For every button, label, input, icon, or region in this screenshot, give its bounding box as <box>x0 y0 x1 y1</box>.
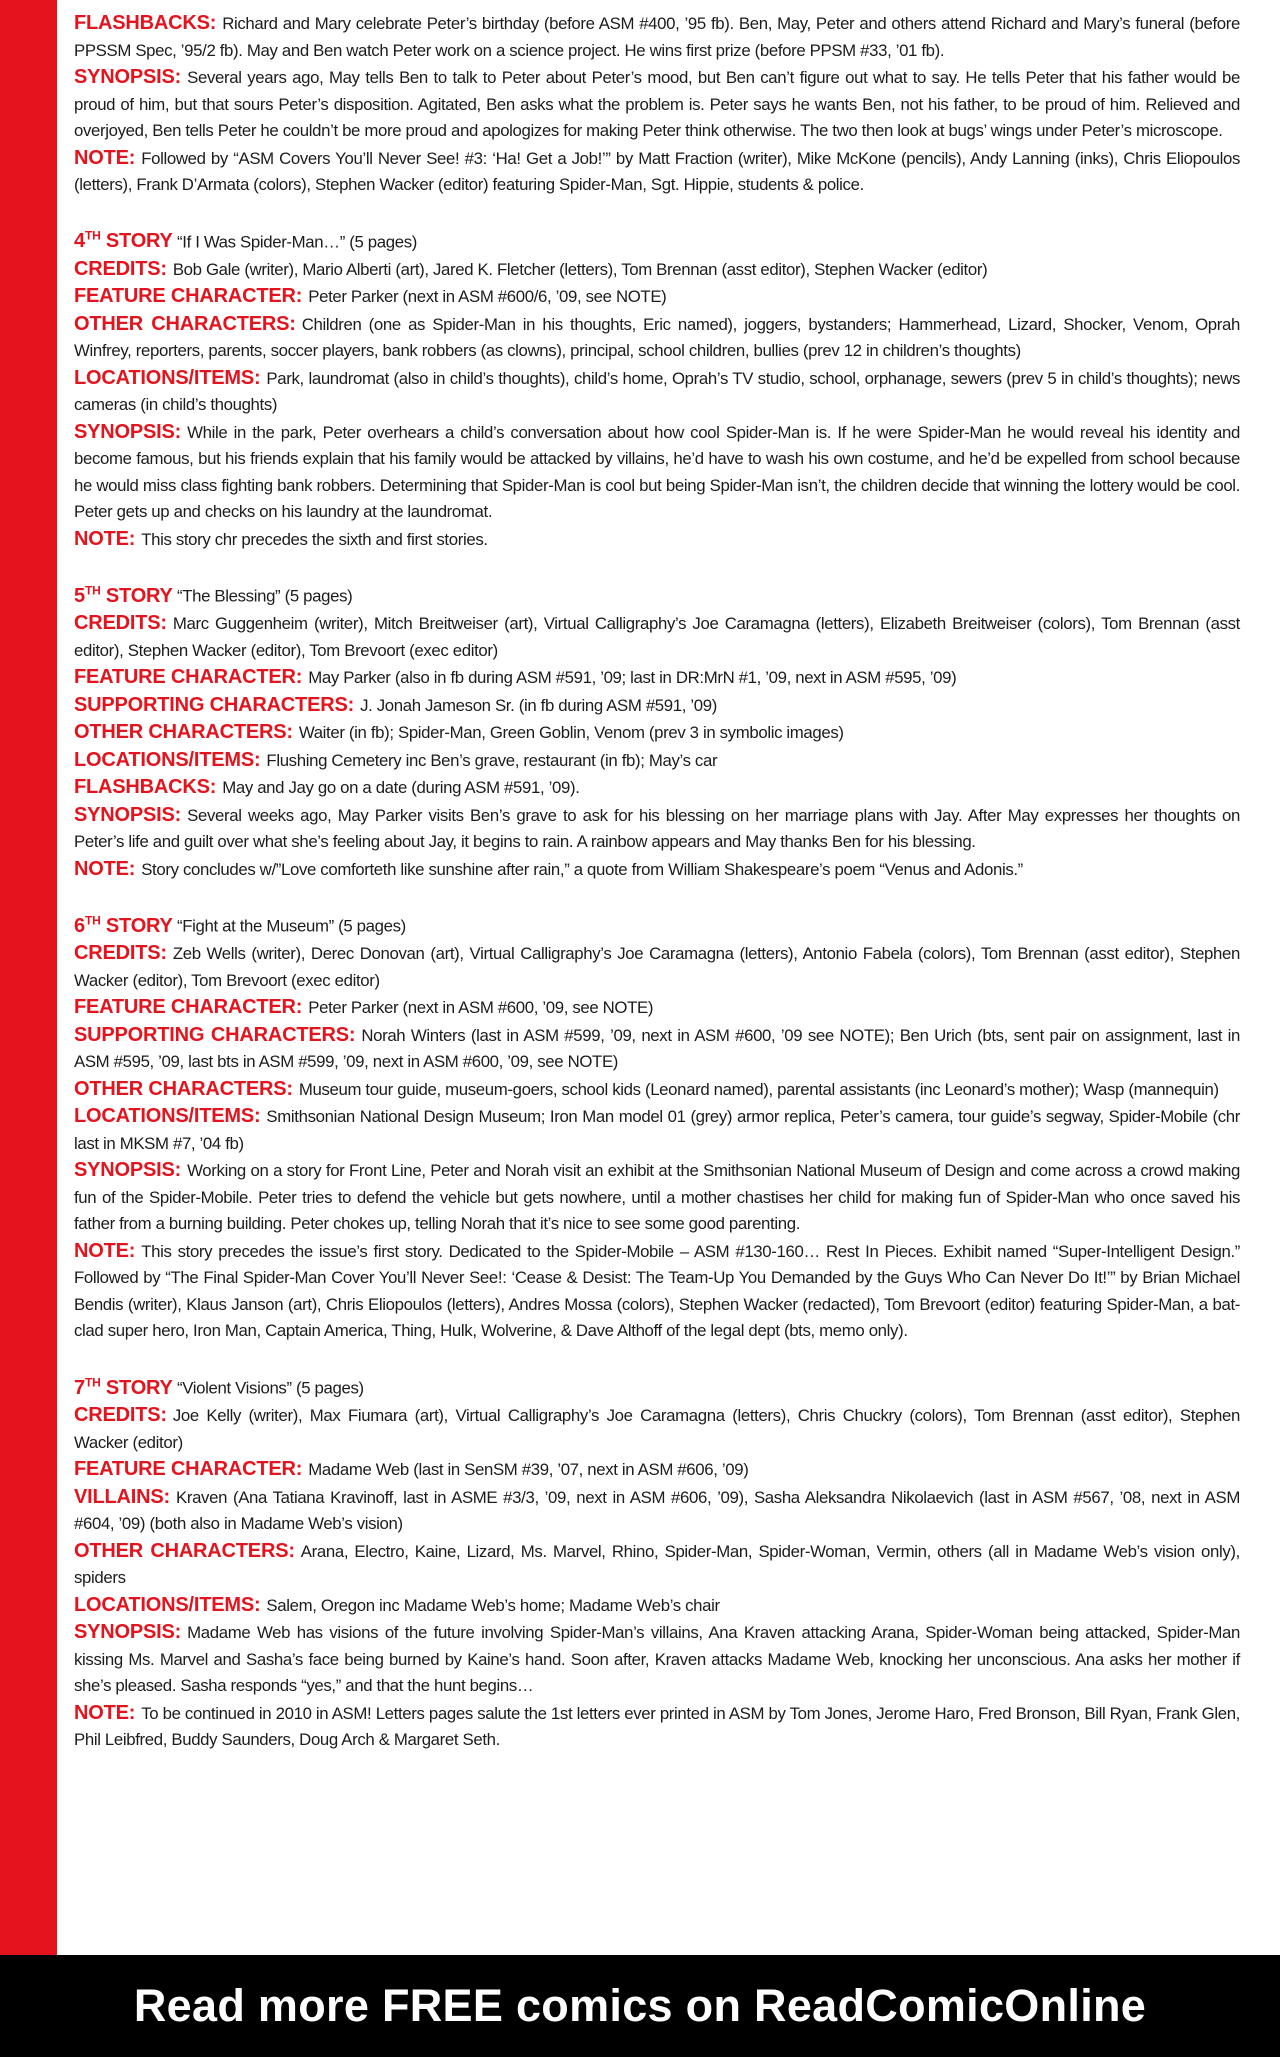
entry-label: LOCATIONS/ITEMS: <box>74 1593 261 1616</box>
story-synopsis <box>74 1619 1240 1700</box>
entry-text: Madame Web has visions of the future involving Spider-Man’s villains, Ana Kraven attacking Arana, Spider-Woman being attacked, Spider-Man kissing Ms. Marvel and Sasha’s face being burned by Kaine’s hand. Soon after, Kraven attacks Madame Web, knocking her unconscious. Ana asks her mother if she’s pleased. Sasha responds “yes,” and that the hunt begins… <box>74 1623 1240 1696</box>
story-synopsis <box>74 1157 1240 1238</box>
entry-text: Marc Guggenheim (writer), Mitch Breitweiser (art), Virtual Calligraphy’s Joe Caramagna (letters), Elizabeth Breitweiser (colors), Tom Brennan (asst editor), Stephen Wacker (editor), Tom Brevoort (exec editor) <box>74 614 1240 660</box>
entry-label: OTHER CHARACTERS: <box>74 312 296 335</box>
entry-label: SYNOPSIS: <box>74 420 182 443</box>
entry-text: Norah Winters (last in ASM #599, ’09, next in ASM #600, ’09 see NOTE); Ben Urich (bts, sent pair on assignment, last in ASM #595, ’09, last bts in ASM #599, ’09, next in ASM #600, ’09, see NOTE) <box>74 1025 1240 1072</box>
entry-label: CREDITS: <box>74 942 167 965</box>
entry-label: CREDITS: <box>74 257 167 280</box>
entry-text: This story precedes the issue’s first story. Dedicated to the Spider-Mobile – ASM #130-160… Rest In Pieces. Exhibit named “Super-Intelligent Design.” Followed by “The Final Spider-Man Cover You’ll Never See!: ‘Cease & Desist: The Team-Up You Demanded by the Guys Who Can Never Do It!’” by Brian Michael Bendis (writer), Klaus Janson (art), Chris Eliopoulos (letters), Andres Mossa (colors), Stephen Wacker (redacted), Tom Brevoort (editor) featuring Spider-Man, a bat-clad super hero, Iron Man, Captain America, Thing, Hulk, Wolverine, & Dave Althoff of the legal dept (bts, memo only). <box>74 1241 1240 1341</box>
entry-text: Peter Parker (next in ASM #600, ’09, see NOTE) <box>308 998 654 1018</box>
entry-label: NOTE: <box>74 527 136 550</box>
entry-label: LOCATIONS/ITEMS: <box>74 366 261 389</box>
page-content <box>74 10 1240 1754</box>
footer-promo-text[interactable]: Read more FREE comics on ReadComicOnline <box>133 1980 1147 2031</box>
entry-label: SUPPORTING CHARACTERS: <box>74 693 355 716</box>
entry-text: May Parker (also in fb during ASM #591, ’09; last in DR:MrN #1, ’09, next in ASM #595, ’09) <box>308 668 957 688</box>
entry-label: NOTE: <box>74 1239 136 1262</box>
story-heading <box>74 907 1240 940</box>
story-number: 6TH STORY <box>74 913 173 937</box>
story-villains <box>74 1484 1240 1538</box>
story-other-characters <box>74 1076 1240 1104</box>
entry-label: LOCATIONS/ITEMS: <box>74 1105 261 1128</box>
story-other-characters <box>74 719 1240 747</box>
story-7 <box>74 1369 1240 1754</box>
story-flashbacks <box>74 774 1240 802</box>
entry-text: May and Jay go on a date (during ASM #591, ’09). <box>222 778 580 798</box>
entry-label: OTHER CHARACTERS: <box>74 1077 293 1100</box>
story-4 <box>74 223 1240 554</box>
entry-label: SUPPORTING CHARACTERS: <box>74 1023 356 1046</box>
entry-text: Bob Gale (writer), Mario Alberti (art), Jared K. Fletcher (letters), Tom Brennan (asst editor), Stephen Wacker (editor) <box>172 259 988 279</box>
entry-label: CREDITS: <box>74 612 167 635</box>
entry-label: VILLAINS: <box>74 1485 170 1508</box>
story-number: 4TH STORY <box>74 228 173 253</box>
footer-banner <box>0 1955 1280 2057</box>
story-credits <box>74 256 1240 284</box>
entry-text: Museum tour guide, museum-goers, school kids (Leonard named), parental assistants (inc Leonard’s mother); Wasp (mannequin) <box>298 1079 1219 1099</box>
story-locations <box>74 365 1240 419</box>
entry-text: Several years ago, May tells Ben to talk to Peter about Peter’s mood, but Ben can’t figure out what to say. He tells Peter that his father would be proud of him, but that sours Peter’s disposition. Agitated, Ben asks what the problem is. Peter says he wants Ben, not his father, to be proud of him. Relieved and overjoyed, Ben tells Peter he couldn’t be more proud and apologizes for making Peter think otherwise. The two then look at bugs’ wings under Peter’s microscope. <box>74 68 1240 140</box>
story-number: 7TH STORY <box>74 1374 173 1399</box>
story-note <box>74 856 1240 884</box>
story-heading <box>74 223 1240 256</box>
story-note <box>74 1700 1240 1754</box>
entry-label: NOTE: <box>74 857 136 880</box>
entry-label: FEATURE CHARACTER: <box>74 996 303 1019</box>
entry-text: Arana, Electro, Kaine, Lizard, Ms. Marvel, Rhino, Spider-Man, Spider-Woman, Vermin, others (all in Madame Web’s vision only), spiders <box>74 1541 1240 1588</box>
story-note <box>74 1238 1240 1345</box>
story-feature-character <box>74 283 1240 311</box>
story-locations <box>74 747 1240 775</box>
entry-text: Followed by “ASM Covers You’ll Never See! #3: ‘Ha! Get a Job!’” by Matt Fraction (writer), Mike McKone (pencils), Andy Lanning (inks), Chris Eliopoulos (letters), Frank D’Armata (colors), Stephen Wacker (editor) featuring Spider-Man, Sgt. Hippie, students & police. <box>74 148 1240 194</box>
entry-label: FLASHBACKS: <box>74 776 217 799</box>
entry-label: LOCATIONS/ITEMS: <box>74 748 261 771</box>
story-other-characters <box>74 311 1240 365</box>
entry-text: Richard and Mary celebrate Peter’s birthday (before ASM #400, ’95 fb). Ben, May, Peter and others attend Richard and Mary’s funeral (before PPSSM Spec, ’95/2 fb). May and Ben watch Peter work on a science project. He wins first prize (before PPSM #33, ’01 fb). <box>74 14 1240 60</box>
entry-label: SYNOPSIS: <box>74 66 182 88</box>
entry-label: FEATURE CHARACTER: <box>74 1458 303 1481</box>
entry-text: To be continued in 2010 in ASM! Letters pages salute the 1st letters ever printed in ASM by Tom Jones, Jerome Haro, Fred Bronson, Bill Ryan, Frank Glen, Phil Leibfred, Buddy Saunders, Doug Arch & Margaret Seth. <box>74 1703 1240 1750</box>
story-supporting-characters <box>74 692 1240 720</box>
entry-text: Madame Web (last in SenSM #39, ’07, next in ASM #606, ’09) <box>308 1460 749 1480</box>
intro-note <box>74 145 1240 199</box>
story-other-characters <box>74 1538 1240 1592</box>
entry-text: Peter Parker (next in ASM #600/6, ’09, see NOTE) <box>308 287 667 307</box>
story-title: “If I Was Spider-Man…” (5 pages) <box>177 232 417 252</box>
story-credits <box>74 610 1240 664</box>
entry-label: NOTE: <box>74 1701 136 1724</box>
entry-text: Park, laundromat (also in child’s thoughts), child’s home, Oprah’s TV studio, school, orphanage, sewers (prev 5 in child’s thoughts); news cameras (in child’s thoughts) <box>74 368 1240 415</box>
entry-label: FEATURE CHARACTER: <box>74 666 303 689</box>
entry-label: SYNOPSIS: <box>74 803 182 826</box>
entry-text: Waiter (in fb); Spider-Man, Green Goblin, Venom (prev 3 in symbolic images) <box>298 723 844 743</box>
entry-text: Smithsonian National Design Museum; Iron Man model 01 (grey) armor replica, Peter’s camera, tour guide’s segway, Spider-Mobile (chr last in MKSM #7, ’04 fb) <box>74 1107 1240 1153</box>
entry-text: Several weeks ago, May Parker visits Ben’s grave to ask for his blessing on her marriage plans with Jay. After May expresses her thoughts on Peter’s life and guilt over what she’s feeling about Jay, it begins to rain. A rainbow appears and May thanks Ben for his blessing. <box>74 805 1240 852</box>
entry-text: This story chr precedes the sixth and first stories. <box>141 529 488 549</box>
entry-text: Zeb Wells (writer), Derec Donovan (art), Virtual Calligraphy’s Joe Caramagna (letters), Antonio Fabela (colors), Tom Brennan (asst editor), Stephen Wacker (editor), Tom Brevoort (exec editor) <box>74 944 1240 990</box>
entry-label: NOTE: <box>74 146 136 169</box>
story-locations <box>74 1103 1240 1157</box>
story-feature-character <box>74 994 1240 1022</box>
story-synopsis <box>74 419 1240 526</box>
story-5 <box>74 577 1240 883</box>
story-feature-character <box>74 664 1240 692</box>
entry-text: Children (one as Spider-Man in his thoughts, Eric named), joggers, bystanders; Hammerhead, Lizard, Shocker, Venom, Oprah Winfrey, reporters, parents, soccer players, bank robbers (as clowns), principal, school children, bullies (prev 12 in children’s thoughts) <box>74 314 1240 361</box>
story-credits <box>74 940 1240 994</box>
story-credits <box>74 1402 1240 1456</box>
story-note <box>74 526 1240 554</box>
intro-section <box>74 10 1240 199</box>
entry-text: J. Jonah Jameson Sr. (in fb during ASM #591, ’09) <box>360 695 717 715</box>
entry-label: SYNOPSIS: <box>74 1621 182 1644</box>
story-6 <box>74 907 1240 1345</box>
story-title: “The Blessing” (5 pages) <box>177 586 353 606</box>
entry-label: OTHER CHARACTERS: <box>74 721 293 744</box>
intro-synopsis <box>74 64 1240 145</box>
story-heading <box>74 577 1240 610</box>
story-heading <box>74 1369 1240 1402</box>
story-supporting-characters <box>74 1022 1240 1076</box>
entry-text: Salem, Oregon inc Madame Web’s home; Madame Web’s chair <box>266 1595 720 1615</box>
entry-text: While in the park, Peter overhears a child’s conversation about how cool Spider-Man is. If he were Spider-Man he would reveal his identity and become famous, but his friends explain that his family would be attacked by villains, he’d have to wash his own costume, and he’d be expelled from school because he would miss class fighting bank robbers. Determining that Spider-Man is cool but being Spider-Man isn’t, the children decide that winning the lottery would be cool. Peter gets up and checks on his laundry at the laundromat. <box>74 422 1240 522</box>
story-synopsis <box>74 802 1240 856</box>
entry-text: Kraven (Ana Tatiana Kravinoff, last in ASME #3/3, ’09, next in ASM #606, ’09), Sasha Aleksandra Nikolaevich (last in ASM #567, ’08, next in ASM #604, ’09) (both also in Madame Web’s vision) <box>74 1487 1240 1534</box>
story-number: 5TH STORY <box>74 583 173 607</box>
story-title: “Violent Visions” (5 pages) <box>177 1378 364 1398</box>
entry-label: FEATURE CHARACTER: <box>74 285 303 308</box>
entry-label: FLASHBACKS: <box>74 12 217 34</box>
entry-label: OTHER CHARACTERS: <box>74 1539 295 1562</box>
entry-text: Working on a story for Front Line, Peter and Norah visit an exhibit at the Smithsonian National Museum of Design and come across a crowd making fun of the Spider-Mobile. Peter tries to defend the vehicle but gets nowhere, until a mother chastises her child for making fun of Spider-Man who once saved his father from a burning building. Peter chokes up, telling Norah that it’s nice to see some good parenting. <box>74 1161 1240 1234</box>
entry-text: Story concludes w/”Love comforteth like sunshine after rain,” a quote from William Shakespeare’s poem “Venus and Adonis.” <box>141 859 1023 879</box>
left-red-bar <box>0 0 57 1955</box>
entry-label: SYNOPSIS: <box>74 1159 182 1182</box>
story-locations <box>74 1592 1240 1620</box>
entry-text: Flushing Cemetery inc Ben’s grave, restaurant (in fb); May’s car <box>266 750 718 770</box>
story-title: “Fight at the Museum” (5 pages) <box>177 916 406 936</box>
intro-flashbacks <box>74 10 1240 64</box>
story-feature-character <box>74 1456 1240 1484</box>
entry-label: CREDITS: <box>74 1404 167 1427</box>
entry-text: Joe Kelly (writer), Max Fiumara (art), Virtual Calligraphy’s Joe Caramagna (letters), Chris Chuckry (colors), Tom Brennan (asst editor), Stephen Wacker (editor) <box>74 1406 1240 1452</box>
